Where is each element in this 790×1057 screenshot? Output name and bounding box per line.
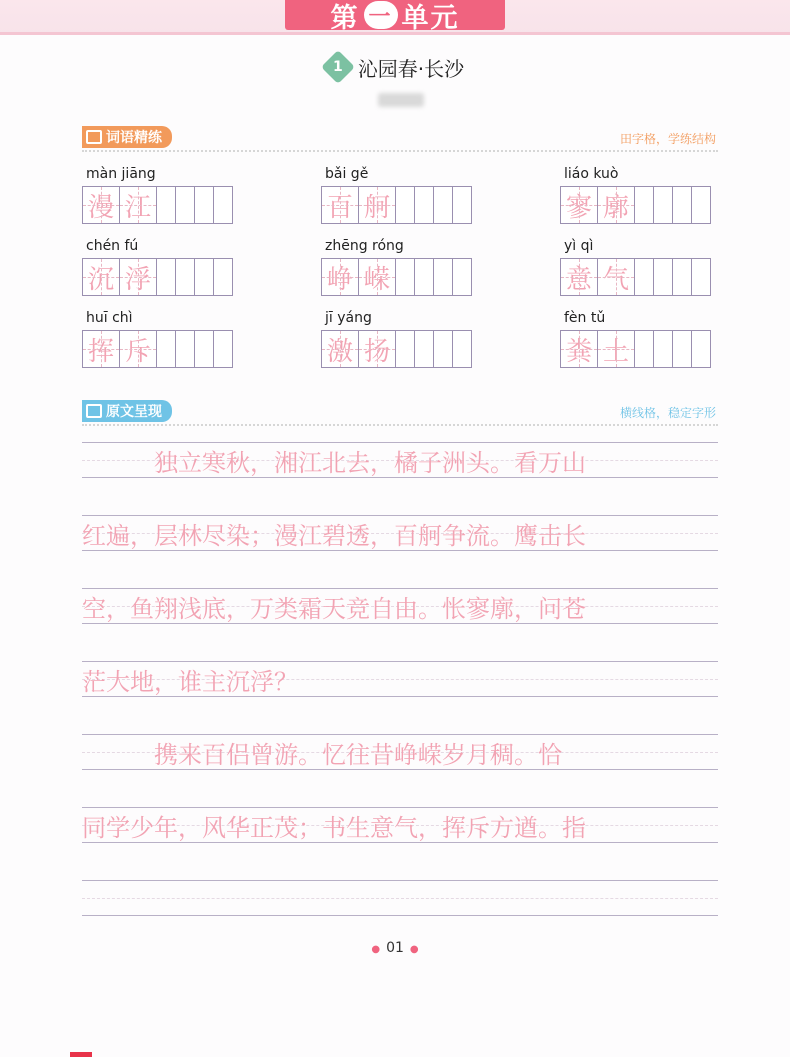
practice-cell <box>194 330 214 368</box>
tian-grid-row <box>321 330 472 368</box>
vocab-section-header <box>82 126 718 152</box>
practice-cell <box>691 258 711 296</box>
practice-cell <box>634 186 654 224</box>
writing-line <box>82 442 718 478</box>
trace-text-line <box>82 882 718 914</box>
practice-cell <box>194 258 214 296</box>
lesson-number: 1 <box>332 59 343 75</box>
unit-number: 一 <box>364 1 398 29</box>
writing-line <box>82 515 718 551</box>
vocab-section-label-text: 词语精练 <box>106 130 162 146</box>
tian-grid-cell: 斥 <box>119 330 157 368</box>
practice-cell <box>156 258 176 296</box>
practice-cell <box>634 330 654 368</box>
tian-grid-cell: 粪 <box>560 330 598 368</box>
practice-cell <box>452 330 472 368</box>
tian-grid-row <box>560 330 711 368</box>
vocab-section-hint: 田字格，学练结构 <box>619 132 716 146</box>
practice-cell <box>452 186 472 224</box>
writing-line <box>82 734 718 770</box>
trace-text-line: 茫大地，谁主沉浮？ <box>82 667 298 695</box>
unit-suffix: 单元 <box>401 2 460 34</box>
practice-cell <box>414 330 434 368</box>
tian-grid-cell: 挥 <box>82 330 120 368</box>
tian-grid-cell: 激 <box>321 330 359 368</box>
tian-grid-cell: 百 <box>321 186 359 224</box>
tian-grid-row <box>560 186 711 224</box>
trace-text-line: 红遍，层林尽染；漫江碧透，百舸争流。鹰击长 <box>82 521 586 549</box>
practice-cell <box>433 330 453 368</box>
vocab-pinyin: liáo kuò <box>564 166 619 182</box>
trace-text-line: 独立寒秋，湘江北去，橘子洲头。看万山 <box>154 448 586 476</box>
vocab-pinyin: zhēng róng <box>325 238 404 254</box>
tian-grid-cell: 漫 <box>82 186 120 224</box>
practice-cell <box>194 186 214 224</box>
tian-grid-row <box>82 258 233 296</box>
bottom-mark <box>70 1052 92 1057</box>
page-number-text: 01 <box>386 940 404 956</box>
practice-cell <box>653 186 673 224</box>
vocab-pinyin: jī yáng <box>325 310 372 326</box>
lesson-title-text: 沁园春·长沙 <box>357 56 465 81</box>
lesson-title <box>0 52 790 82</box>
practice-cell <box>653 330 673 368</box>
text-section-hint: 横线格，稳定字形 <box>619 406 716 420</box>
tian-grid-cell: 峥 <box>321 258 359 296</box>
tian-grid-cell: 意 <box>560 258 598 296</box>
practice-cell <box>395 330 415 368</box>
practice-cell <box>691 330 711 368</box>
practice-cell <box>433 186 453 224</box>
tian-grid-row <box>560 258 711 296</box>
vocab-pinyin: fèn tǔ <box>564 310 606 326</box>
practice-cell <box>156 186 176 224</box>
writing-line <box>82 588 718 624</box>
vocab-pinyin: huī chì <box>86 310 133 326</box>
practice-cell <box>691 186 711 224</box>
trace-text-line: 同学少年，风华正茂；书生意气，挥斥方遒。指 <box>82 813 586 841</box>
practice-cell <box>156 330 176 368</box>
practice-cell <box>175 330 195 368</box>
tian-grid-cell: 廓 <box>597 186 635 224</box>
tian-grid-cell: 舸 <box>358 186 396 224</box>
practice-cell <box>395 258 415 296</box>
practice-cell <box>433 258 453 296</box>
vocab-pinyin: yì qì <box>564 238 594 254</box>
text-section-header <box>82 400 718 426</box>
practice-cell <box>414 186 434 224</box>
tian-grid-row <box>321 186 472 224</box>
unit-banner <box>285 0 505 34</box>
practice-cell <box>452 258 472 296</box>
practice-cell <box>414 258 434 296</box>
text-section-label <box>82 400 172 422</box>
vocab-section-label <box>82 126 172 148</box>
tian-grid-cell: 沉 <box>82 258 120 296</box>
tian-grid-cell: 嵘 <box>358 258 396 296</box>
practice-cell <box>395 186 415 224</box>
writing-line <box>82 880 718 916</box>
practice-cell <box>175 186 195 224</box>
page-number <box>0 940 790 956</box>
practice-cell <box>653 258 673 296</box>
text-section-label-text: 原文呈现 <box>106 404 162 420</box>
tian-grid-row <box>321 258 472 296</box>
practice-cell <box>213 186 233 224</box>
tian-grid-cell: 浮 <box>119 258 157 296</box>
trace-text-line: 携来百侣曾游。忆往昔峥嵘岁月稠。恰 <box>154 740 562 768</box>
document-icon <box>86 404 102 418</box>
vocab-pinyin: bǎi gě <box>325 166 369 182</box>
practice-cell <box>672 330 692 368</box>
tian-grid-row <box>82 186 233 224</box>
tian-grid-cell: 江 <box>119 186 157 224</box>
practice-cell <box>213 330 233 368</box>
top-band-line <box>0 32 790 35</box>
practice-cell <box>672 186 692 224</box>
practice-cell <box>213 258 233 296</box>
writing-line <box>82 661 718 697</box>
page-dot-left: ● <box>371 944 381 955</box>
page-dot-right: ● <box>409 944 419 955</box>
vocab-pinyin: màn jiāng <box>86 166 156 182</box>
book-icon <box>86 130 102 144</box>
tian-grid-cell: 寥 <box>560 186 598 224</box>
tian-grid-cell: 土 <box>597 330 635 368</box>
tian-grid-row <box>82 330 233 368</box>
practice-cell <box>175 258 195 296</box>
tian-grid-cell: 气 <box>597 258 635 296</box>
vocab-pinyin: chén fú <box>86 238 139 254</box>
practice-cell <box>634 258 654 296</box>
blurred-author <box>378 93 424 107</box>
writing-line <box>82 807 718 843</box>
trace-text-line: 空，鱼翔浅底，万类霜天竞自由。怅寥廓，问苍 <box>82 594 586 622</box>
lesson-number-badge <box>321 50 355 84</box>
tian-grid-cell: 扬 <box>358 330 396 368</box>
unit-prefix: 第 <box>330 2 360 34</box>
practice-cell <box>672 258 692 296</box>
